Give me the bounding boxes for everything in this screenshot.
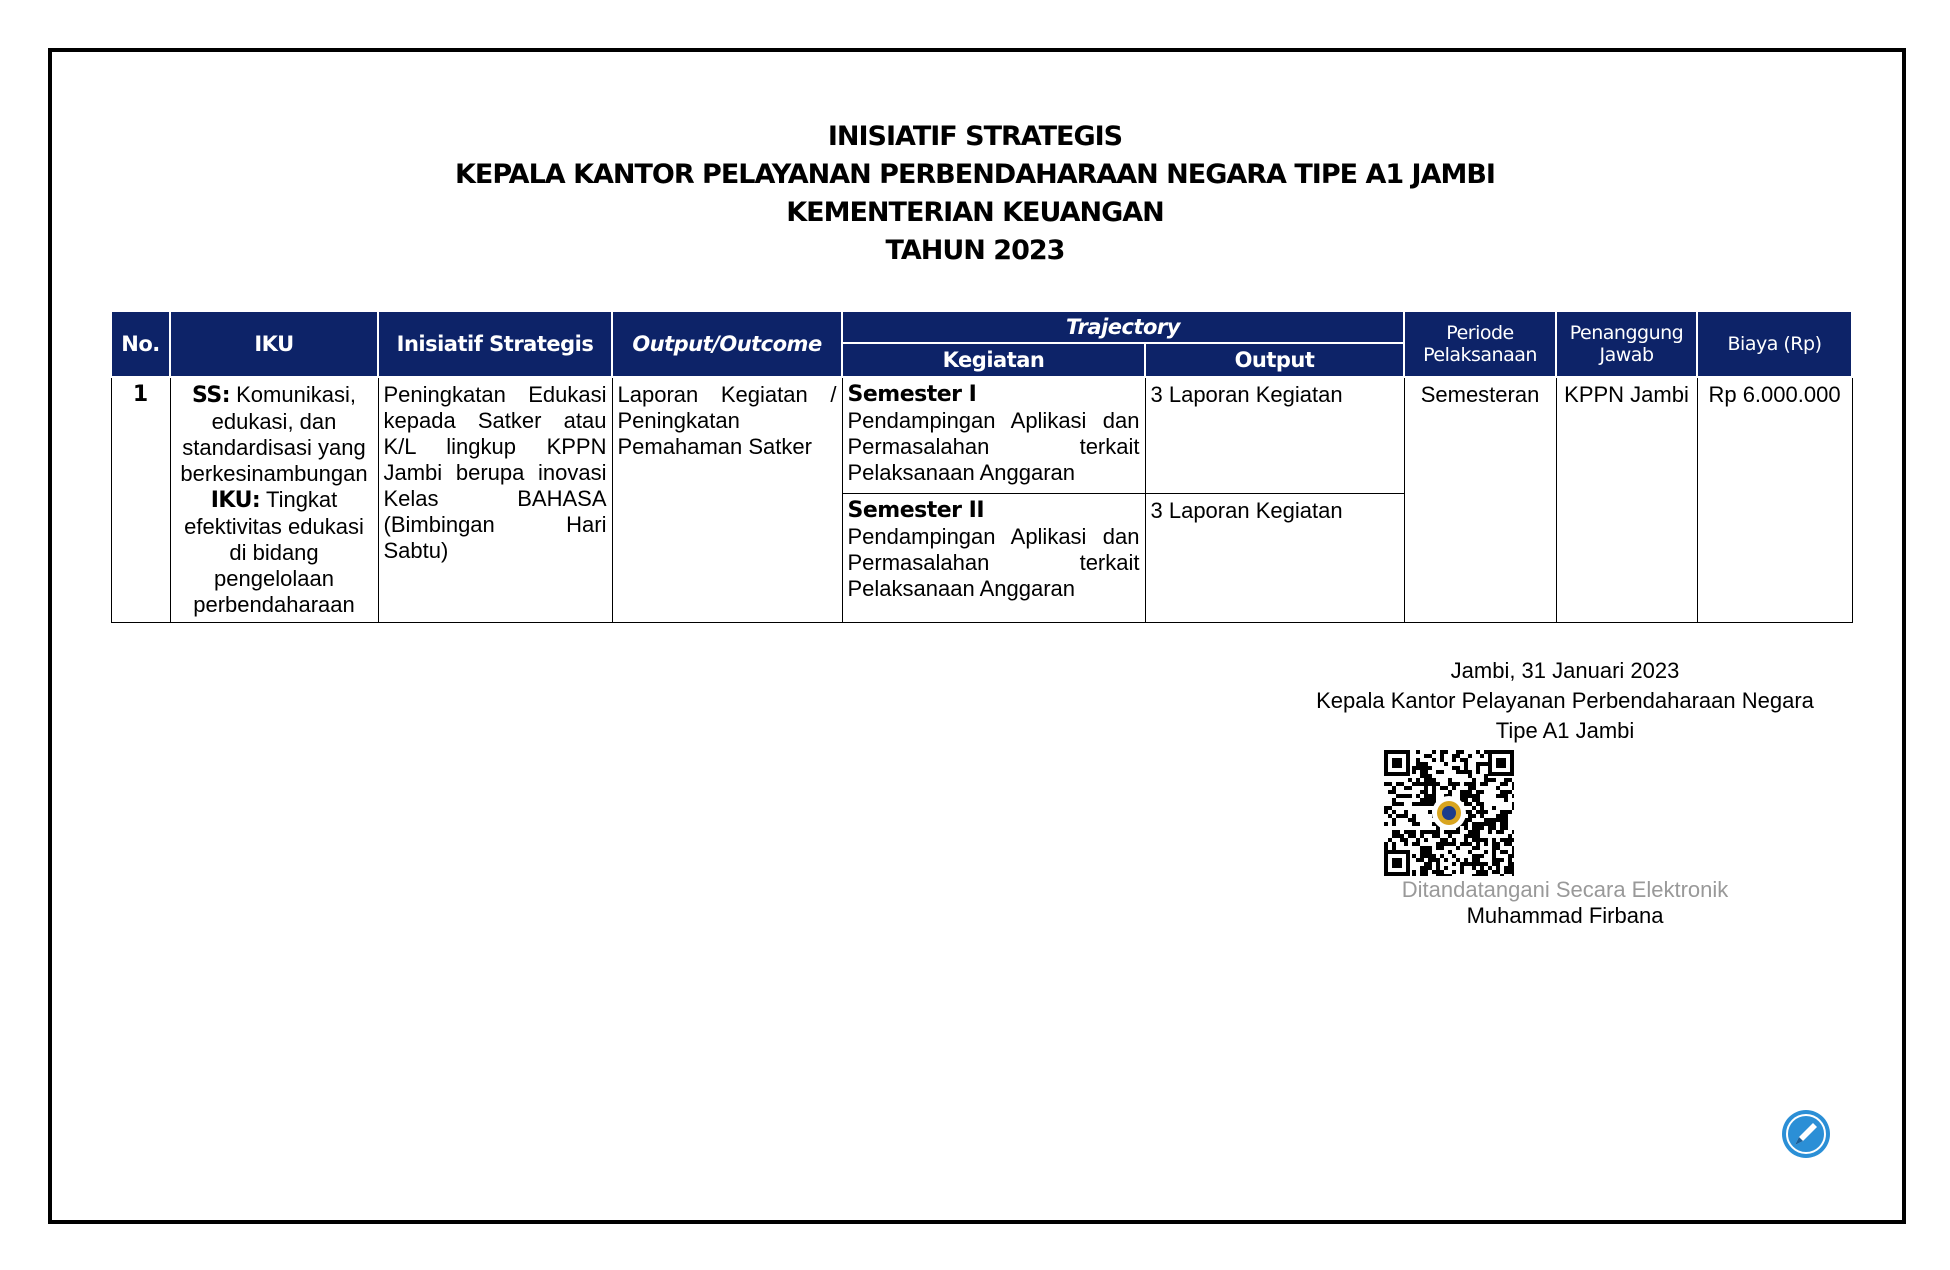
header-periode: Periode Pelaksanaan xyxy=(1404,311,1556,377)
signatory-name: Muhammad Firbana xyxy=(1466,903,1664,928)
cell-iku xyxy=(170,377,378,623)
semester-1-text: Pendampingan Aplikasi dan Permasalahan terkait Pelaksanaan Anggaran xyxy=(847,408,1140,485)
cell-biaya: Rp 6.000.000 xyxy=(1697,377,1852,623)
document-title xyxy=(0,118,1950,270)
cell-semester-2 xyxy=(842,494,1145,623)
cell-output-outcome: Laporan Kegiatan / Peningkatan Pemahaman Satker xyxy=(612,377,842,623)
signature-block xyxy=(1250,656,1880,746)
title-line-3: KEMENTERIAN KEUANGAN xyxy=(786,197,1164,228)
title-line-1: INISIATIF STRATEGIS xyxy=(827,121,1123,152)
header-no: No. xyxy=(111,311,170,377)
cell-semester-2-output: 3 Laporan Kegiatan xyxy=(1145,494,1404,623)
title-line-4: TAHUN 2023 xyxy=(885,235,1065,266)
header-biaya: Biaya (Rp) xyxy=(1697,311,1852,377)
header-kegiatan: Kegiatan xyxy=(842,343,1145,377)
semester-2-text: Pendampingan Aplikasi dan Permasalahan terkait Pelaksanaan Anggaran xyxy=(847,524,1140,602)
qr-code-icon xyxy=(1384,750,1514,876)
cell-inisiatif: Peningkatan Edukasi kepada Satker atau K/L lingkup KPPN Jambi berupa inovasi Kelas BAHASA (Bimbingan Hari Sabtu) xyxy=(378,377,612,623)
header-penanggung: Penanggung Jawab xyxy=(1556,311,1697,377)
signature-position-1: Kepala Kantor Pelayanan Perbendaharaan Negara xyxy=(1316,688,1814,713)
signature-place-date: Jambi, 31 Januari 2023 xyxy=(1450,658,1680,683)
header-trajectory: Trajectory xyxy=(842,311,1404,343)
header-inisiatif: Inisiatif Strategis xyxy=(378,311,612,377)
signed-electronically-note: Ditandatangani Secara Elektronik xyxy=(1401,877,1729,902)
initiative-table xyxy=(110,310,1853,623)
header-output-outcome: Output/Outcome xyxy=(612,311,842,377)
semester-1-label: Semester I xyxy=(847,382,977,407)
cell-periode: Semesteran xyxy=(1404,377,1556,623)
title-line-2: KEPALA KANTOR PELAYANAN PERBENDAHARAAN NEGARA TIPE A1 JAMBI xyxy=(455,159,1495,190)
ss-text: Komunikasi, edukasi, dan standardisasi yang berkesinambungan xyxy=(180,382,368,486)
iku-label: IKU: xyxy=(210,488,261,513)
header-output: Output xyxy=(1145,343,1404,377)
cell-semester-1-output: 3 Laporan Kegiatan xyxy=(1145,377,1404,494)
cell-no: 1 xyxy=(111,377,170,623)
header-iku: IKU xyxy=(170,311,378,377)
header-row-1 xyxy=(111,311,1852,343)
ss-label: SS: xyxy=(192,383,231,408)
signature-position-2: Tipe A1 Jambi xyxy=(1495,718,1635,743)
pen-badge-icon xyxy=(1780,1108,1832,1160)
iku-text: Tingkat efektivitas edukasi di bidang pengelolaan perbendaharaan xyxy=(184,487,364,617)
semester-2-label: Semester II xyxy=(847,498,985,524)
table-row xyxy=(111,377,1852,494)
cell-semester-1 xyxy=(842,377,1145,494)
cell-penanggung: KPPN Jambi xyxy=(1556,377,1697,623)
